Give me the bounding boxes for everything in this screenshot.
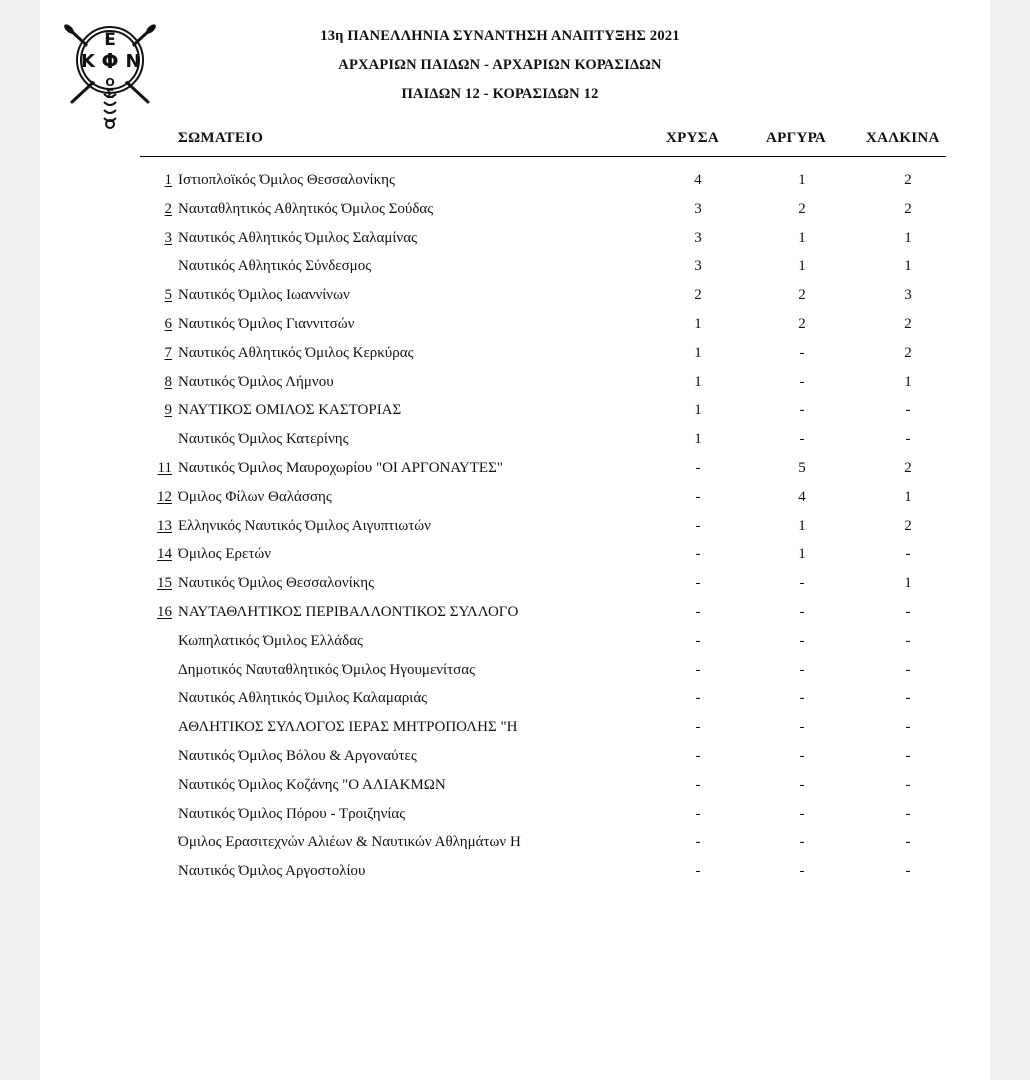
club-name: Όμιλος Ερετών	[178, 546, 272, 563]
bronze-count: 2	[904, 517, 912, 534]
gold-count: -	[695, 575, 701, 592]
rank-cell: 11	[157, 460, 172, 476]
table-row	[40, 719, 990, 748]
silver-count: 4	[798, 488, 806, 505]
club-name: ΝΑΥΤΑΘΛΗΤΙΚΟΣ ΠΕΡΙΒΑΛΛΟΝΤΙΚΟΣ ΣΥΛΛΟΓΟ	[178, 604, 519, 620]
bronze-count: -	[905, 776, 911, 793]
club-name: Ιστιοπλοϊκός Όμιλος Θεσσαλονίκης	[178, 172, 395, 188]
club-name: Ναυτικός Όμιλος Κατερίνης	[178, 431, 349, 448]
gold-count: 1	[694, 344, 702, 361]
bronze-count: 1	[904, 258, 912, 275]
document-header	[200, 22, 800, 109]
rank-cell: 16	[157, 604, 172, 620]
silver-count: -	[799, 834, 805, 851]
gold-count: 1	[694, 402, 702, 419]
bronze-count: -	[905, 834, 911, 851]
table-row	[40, 201, 990, 230]
gold-count: 3	[694, 258, 702, 275]
silver-count: 1	[798, 517, 806, 534]
silver-count: -	[799, 604, 805, 620]
bronze-count: 2	[904, 460, 912, 476]
table-row	[40, 777, 990, 806]
table-row	[40, 518, 990, 547]
bronze-count: 1	[904, 488, 912, 505]
silver-count: -	[799, 863, 805, 880]
bronze-count: -	[905, 431, 911, 448]
rank-cell: 15	[157, 575, 172, 592]
silver-count: -	[799, 373, 805, 390]
logo-letter-phi: Φ	[101, 49, 119, 73]
logo-letter-n: Ν	[125, 51, 141, 72]
header-title: 13η ΠΑΝΕΛΛΗΝΙΑ ΣΥΝΑΝΤΗΣΗ ΑΝΑΠΤΥΞΗΣ 2021	[320, 28, 680, 44]
bronze-count: 1	[904, 373, 912, 390]
column-header-gold: ΧΡΥΣΑ	[666, 130, 719, 146]
silver-count: 1	[798, 258, 806, 275]
gold-count: -	[695, 488, 701, 505]
logo-letter-o: Ο	[105, 76, 115, 89]
silver-count: -	[799, 431, 805, 448]
table-row	[40, 460, 990, 489]
bronze-count: 1	[904, 575, 912, 592]
rank-cell: 2	[164, 200, 172, 217]
table-row	[40, 690, 990, 719]
header-rule	[140, 156, 946, 157]
table-row	[40, 374, 990, 403]
gold-count: -	[695, 863, 701, 880]
table-row	[40, 575, 990, 604]
table-row	[40, 662, 990, 691]
gold-count: -	[695, 690, 701, 707]
club-name: Ναυτικός Αθλητικός Όμιλος Καλαμαριάς	[178, 690, 428, 707]
bronze-count: 2	[904, 172, 912, 188]
logo-letter-k: Κ	[81, 51, 95, 72]
gold-count: 1	[694, 316, 702, 332]
silver-count: -	[799, 805, 805, 822]
table-row	[40, 748, 990, 777]
silver-count: -	[799, 575, 805, 592]
gold-count: -	[695, 776, 701, 793]
bronze-count: -	[905, 632, 911, 649]
document-page	[40, 0, 990, 1080]
silver-count: 1	[798, 172, 806, 188]
bronze-count: -	[905, 748, 911, 764]
bronze-count: -	[905, 719, 911, 736]
club-name: Ελληνικός Ναυτικός Όμιλος Αιγυπτιωτών	[178, 517, 431, 534]
silver-count: -	[799, 661, 805, 678]
silver-count: 5	[798, 460, 806, 476]
rank-cell: 9	[164, 402, 172, 419]
gold-count: 3	[694, 229, 702, 246]
club-name: Όμιλος Φίλων Θαλάσσης	[178, 488, 332, 505]
rank-cell: 6	[164, 316, 172, 332]
silver-count: -	[799, 776, 805, 793]
gold-count: 1	[694, 373, 702, 390]
club-name: Ναυτικός Αθλητικός Σύνδεσμος	[178, 258, 372, 275]
silver-count: 1	[798, 546, 806, 563]
table-row	[40, 287, 990, 316]
table-row	[40, 230, 990, 259]
gold-count: -	[695, 546, 701, 563]
gold-count: 3	[694, 200, 702, 217]
gold-count: -	[695, 719, 701, 736]
rank-cell: 12	[157, 488, 172, 505]
club-name: Όμιλος Ερασιτεχνών Αλιέων & Ναυτικών Αθλημάτων Η	[178, 834, 521, 851]
table-row	[40, 258, 990, 287]
table-row	[40, 633, 990, 662]
rank-cell: 3	[164, 229, 172, 246]
club-name: Ναυτικός Όμιλος Λήμνου	[178, 373, 334, 390]
club-name: Ναυταθλητικός Αθλητικός Όμιλος Σούδας	[178, 200, 434, 217]
club-name: Δημοτικός Ναυταθλητικός Όμιλος Ηγουμενίτσας	[178, 661, 476, 678]
silver-count: 1	[798, 229, 806, 246]
club-name: Ναυτικός Όμιλος Αργοστολίου	[178, 863, 366, 880]
table-row	[40, 316, 990, 345]
header-ages: ΠΑΙΔΩΝ 12 - ΚΟΡΑΣΙΔΩΝ 12	[401, 86, 599, 102]
bronze-count: -	[905, 546, 911, 563]
table-row	[40, 402, 990, 431]
silver-count: -	[799, 748, 805, 764]
gold-count: 4	[694, 172, 702, 188]
silver-count: 2	[798, 200, 806, 217]
rank-cell: 14	[157, 546, 172, 563]
club-name: Ναυτικός Όμιλος Μαυροχωρίου "ΟΙ ΑΡΓΟΝΑΥΤΕΣ"	[178, 460, 503, 476]
table-row	[40, 604, 990, 633]
rank-cell: 8	[164, 373, 172, 390]
silver-count: -	[799, 690, 805, 707]
bronze-count: -	[905, 402, 911, 419]
bronze-count: 1	[904, 229, 912, 246]
bronze-count: -	[905, 604, 911, 620]
club-name: Ναυτικός Όμιλος Βόλου & Αργοναύτες	[178, 748, 417, 764]
bronze-count: 2	[904, 200, 912, 217]
gold-count: -	[695, 834, 701, 851]
silver-count: -	[799, 402, 805, 419]
club-name: Ναυτικός Όμιλος Κοζάνης "Ο ΑΛΙΑΚΜΩΝ	[178, 776, 446, 793]
column-header-bronze: ΧΑΛΚΙΝΑ	[866, 130, 940, 146]
gold-count: 2	[694, 287, 702, 304]
gold-count: -	[695, 460, 701, 476]
table-row	[40, 172, 990, 201]
bronze-count: 2	[904, 316, 912, 332]
rank-cell: 1	[164, 172, 172, 188]
table-row	[40, 806, 990, 835]
club-name: Ναυτικός Αθλητικός Όμιλος Κερκύρας	[178, 344, 414, 361]
bronze-count: 3	[904, 287, 912, 304]
club-name: Ναυτικός Όμιλος Ιωαννίνων	[178, 287, 350, 304]
table-row	[40, 546, 990, 575]
club-name: Ναυτικός Όμιλος Πόρου - Τροιζηνίας	[178, 805, 406, 822]
logo-letter-s: Σ	[105, 87, 115, 101]
federation-logo	[60, 18, 160, 130]
table-row	[40, 345, 990, 374]
column-header-silver: ΑΡΓΥΡΑ	[766, 130, 826, 146]
gold-count: -	[695, 661, 701, 678]
gold-count: -	[695, 632, 701, 649]
silver-count: -	[799, 632, 805, 649]
bronze-count: -	[905, 805, 911, 822]
bronze-count: 2	[904, 344, 912, 361]
silver-count: 2	[798, 316, 806, 332]
table-row	[40, 834, 990, 863]
club-name: Κωπηλατικός Όμιλος Ελλάδας	[178, 632, 363, 649]
column-header-club: ΣΩΜΑΤΕΙΟ	[178, 130, 264, 146]
silver-count: -	[799, 719, 805, 736]
bronze-count: -	[905, 690, 911, 707]
gold-count: -	[695, 604, 701, 620]
club-name: Ναυτικός Όμιλος Γιαννιτσών	[178, 316, 355, 332]
header-category: ΑΡΧΑΡΙΩΝ ΠΑΙΔΩΝ - ΑΡΧΑΡΙΩΝ ΚΟΡΑΣΙΔΩΝ	[338, 57, 662, 73]
gold-count: 1	[694, 431, 702, 448]
rank-cell: 7	[164, 344, 172, 361]
table-row	[40, 489, 990, 518]
gold-count: -	[695, 748, 701, 764]
club-name: ΝΑΥΤΙΚΟΣ ΟΜΙΛΟΣ ΚΑΣΤΟΡΙΑΣ	[178, 402, 402, 419]
table-row	[40, 863, 990, 892]
bronze-count: -	[905, 661, 911, 678]
rank-cell: 5	[164, 287, 172, 304]
silver-count: 2	[798, 287, 806, 304]
club-name: Ναυτικός Αθλητικός Όμιλος Σαλαμίνας	[178, 229, 418, 246]
gold-count: -	[695, 517, 701, 534]
bronze-count: -	[905, 863, 911, 880]
club-name: ΑΘΛΗΤΙΚΟΣ ΣΥΛΛΟΓΟΣ ΙΕΡΑΣ ΜΗΤΡΟΠΟΛΗΣ "Η	[178, 719, 518, 736]
gold-count: -	[695, 805, 701, 822]
rank-cell: 13	[157, 517, 172, 534]
silver-count: -	[799, 344, 805, 361]
club-name: Ναυτικός Όμιλος Θεσσαλονίκης	[178, 575, 375, 592]
logo-letter-e: Ε	[104, 30, 116, 50]
table-row	[40, 431, 990, 460]
